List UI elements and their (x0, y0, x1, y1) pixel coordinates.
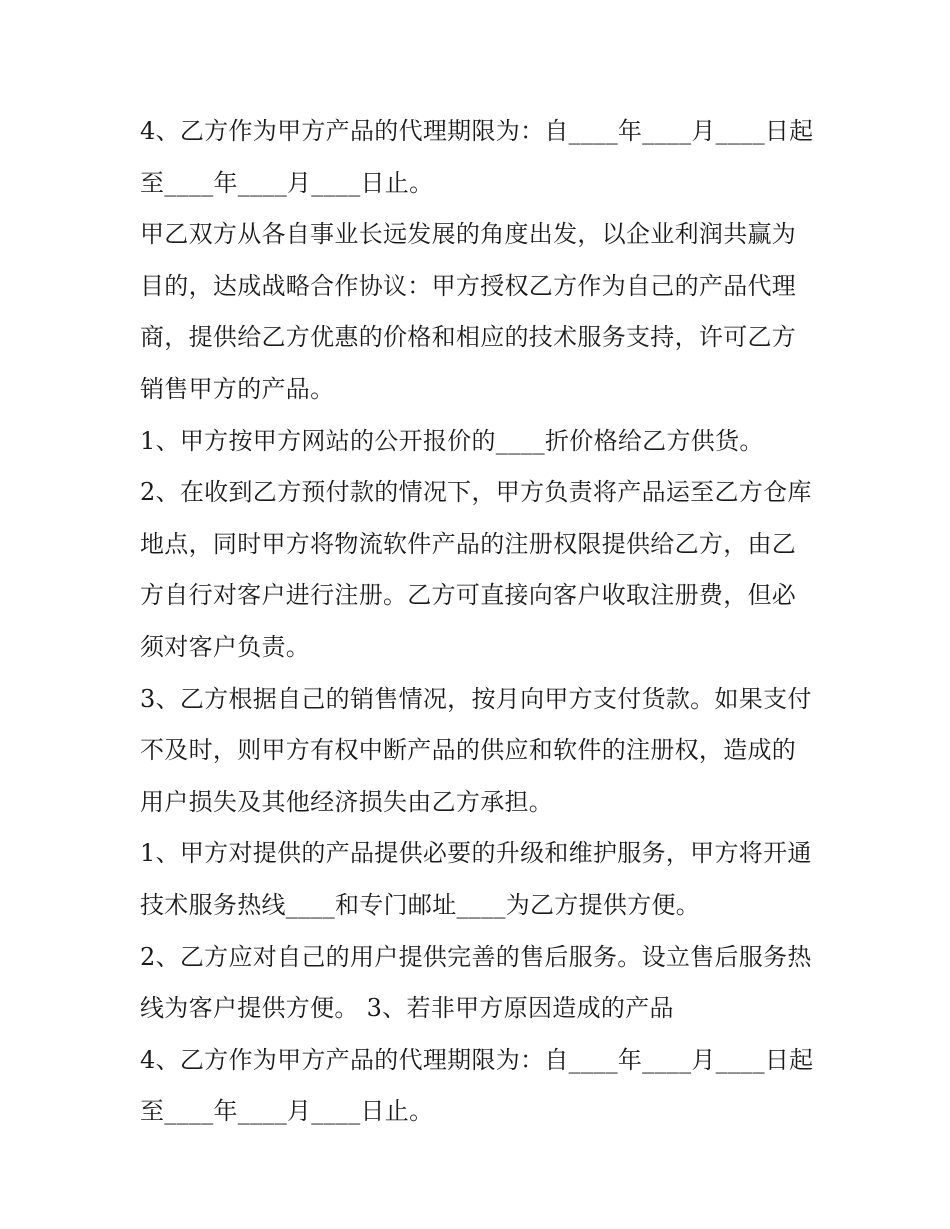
paragraph-after-sales: 2、乙方应对自己的用户提供完善的售后服务。设立售后服务热线为客户提供方便。 3、若非甲方原因造成的产品 (140, 942, 812, 1023)
paragraph-agency-period: 4、乙方作为甲方产品的代理期限为：自____年____月____日起至____年____月____日止。 (140, 117, 814, 197)
paragraph-cooperation-intro: 甲乙双方从各自事业长远发展的角度出发，以企业利润共赢为目的，达成战略合作协议：甲方授权乙方作为自己的产品代理商，提供给乙方优惠的价格和相应的技术服务支持，许可乙方销售甲方的产品。 (140, 220, 797, 403)
paragraph-delivery-registration: 2、在收到乙方预付款的情况下，甲方负责将产品运至乙方仓库地点，同时甲方将物流软件产品的注册权限提供给乙方，由乙方自行对客户进行注册。乙方可直接向客户收取注册费，但必须对客户负责。 (140, 478, 812, 661)
document-body (140, 106, 820, 1138)
paragraph-upgrade-service: 1、甲方对提供的产品提供必要的升级和维护服务，甲方将开通技术服务热线____和专门邮址____为乙方提供方便。 (140, 839, 812, 919)
paragraph-payment: 3、乙方根据自己的销售情况，按月向甲方支付货款。如果支付不及时，则甲方有权中断产品的供应和软件的注册权，造成的用户损失及其他经济损失由乙方承担。 (140, 684, 812, 816)
paragraph-supply-price: 1、甲方按甲方网站的公开报价的____折价格给乙方供货。 (140, 426, 764, 455)
paragraph-agency-period-repeat: 4、乙方作为甲方产品的代理期限为：自____年____月____日起至____年____月____日止。 (140, 1045, 814, 1126)
